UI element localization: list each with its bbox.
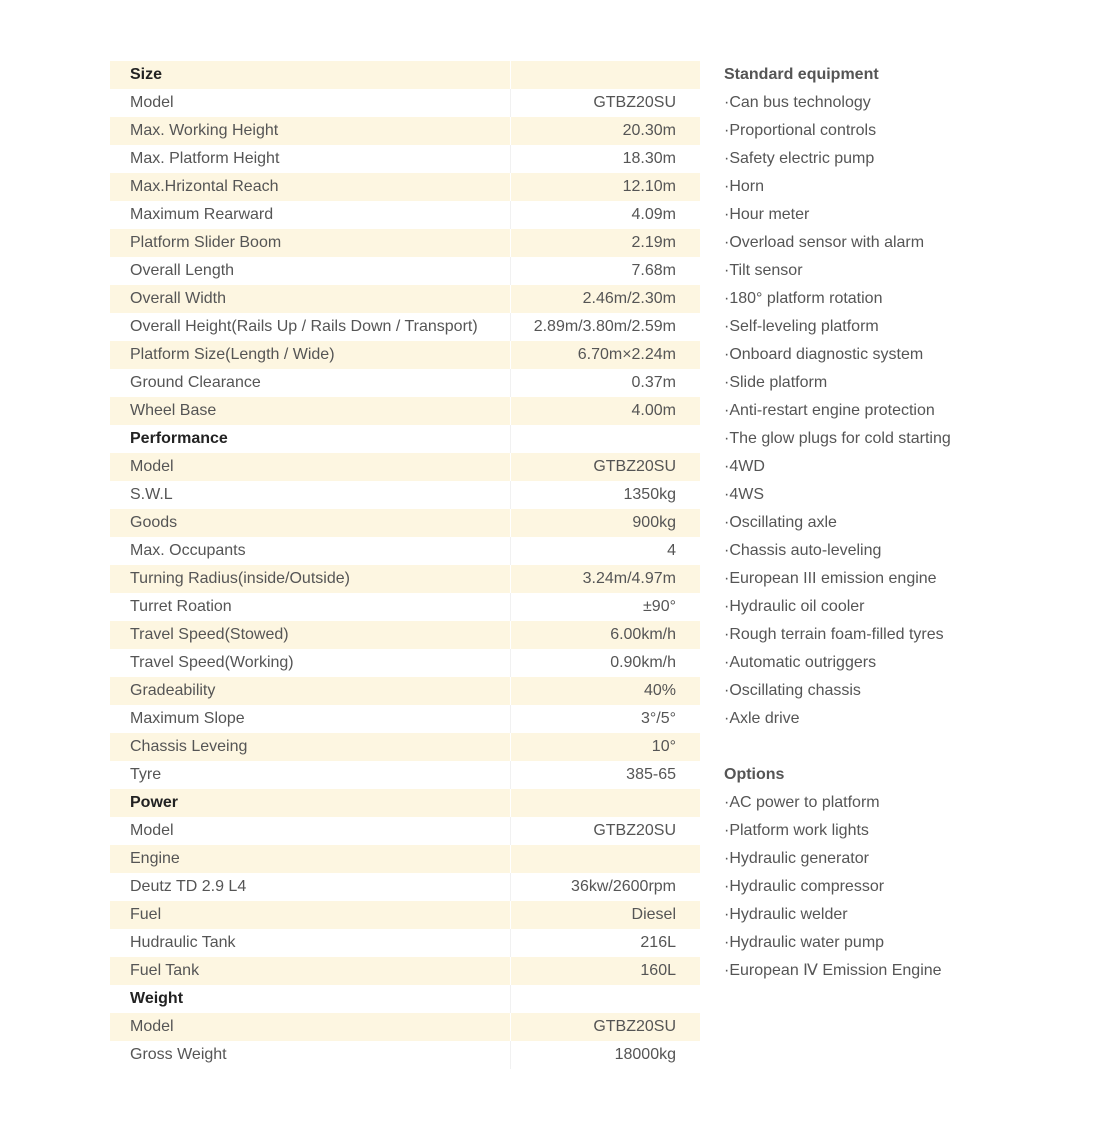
spec-row xyxy=(110,1041,700,1069)
spec-value: 6.00km/h xyxy=(511,621,701,649)
spec-value: 4.09m xyxy=(511,201,701,229)
spec-label: Model xyxy=(130,822,174,839)
spec-row xyxy=(110,677,700,705)
spec-label: Maximum Slope xyxy=(130,710,245,727)
section-title: Size xyxy=(110,61,511,89)
spec-value: 36kw/2600rpm xyxy=(511,873,701,901)
spec-row xyxy=(110,397,700,425)
spec-value: 216L xyxy=(511,929,701,957)
standard-equipment-item: ·Overload sensor with alarm xyxy=(724,234,925,251)
spec-label: Platform Size(Length / Wide) xyxy=(110,341,511,369)
spec-value: GTBZ20SU xyxy=(511,817,701,845)
spec-label: Travel Speed(Working) xyxy=(130,654,294,671)
spec-value: Diesel xyxy=(511,901,701,929)
standard-equipment-heading: Standard equipment xyxy=(724,66,879,83)
spec-row xyxy=(110,761,700,789)
spec-label: Goods xyxy=(110,509,511,537)
spec-label: Max.Hrizontal Reach xyxy=(110,173,511,201)
option-item: ·AC power to platform xyxy=(724,794,880,811)
option-item: ·Hydraulic compressor xyxy=(724,878,885,895)
spec-value: 3.24m/4.97m xyxy=(511,565,701,593)
standard-equipment-item: ·Chassis auto-leveling xyxy=(724,542,882,559)
spec-value xyxy=(511,61,701,89)
section-header-row xyxy=(110,425,700,453)
spec-value: 3°/5° xyxy=(511,705,701,733)
standard-equipment-item: ·Onboard diagnostic system xyxy=(724,346,924,363)
spec-value: 2.19m xyxy=(511,229,701,257)
spec-value: 160L xyxy=(511,957,701,985)
spec-label: Maximum Rearward xyxy=(130,206,274,223)
standard-equipment-item: ·4WS xyxy=(724,486,764,503)
spec-value: 2.46m/2.30m xyxy=(511,285,701,313)
spec-label: Gradeability xyxy=(110,677,511,705)
spec-label: Turning Radius(inside/Outside) xyxy=(110,565,511,593)
standard-equipment-item: ·Anti-restart engine protection xyxy=(724,402,935,419)
spec-row xyxy=(110,649,700,677)
spec-value xyxy=(511,425,701,453)
spec-row xyxy=(110,89,700,117)
option-item: ·Platform work lights xyxy=(724,822,869,839)
spec-label: Deutz TD 2.9 L4 xyxy=(130,878,247,895)
spec-label: Max. Occupants xyxy=(130,542,246,559)
spec-value: 0.37m xyxy=(511,369,701,397)
spec-label: Max. Working Height xyxy=(110,117,511,145)
standard-equipment-item: ·Hydraulic oil cooler xyxy=(724,598,865,615)
spec-value xyxy=(511,789,701,817)
spec-row xyxy=(110,453,700,481)
spec-value: 4.00m xyxy=(511,397,701,425)
spec-row xyxy=(110,1013,700,1041)
spec-value: 10° xyxy=(511,733,701,761)
option-item: ·Hydraulic water pump xyxy=(724,934,885,951)
standard-equipment-item: ·Horn xyxy=(724,178,765,195)
spec-label: Overall Width xyxy=(110,285,511,313)
standard-equipment-item: ·Tilt sensor xyxy=(724,262,803,279)
spec-value xyxy=(511,985,701,1013)
spec-row xyxy=(110,537,700,565)
spec-label: Overall Height(Rails Up / Rails Down / Transport) xyxy=(130,318,478,335)
standard-equipment-item: ·Rough terrain foam-filled tyres xyxy=(724,626,944,643)
standard-equipment-item: ·Oscillating axle xyxy=(724,514,837,531)
spec-value: 20.30m xyxy=(511,117,701,145)
spec-label: Hudraulic Tank xyxy=(130,934,236,951)
spec-label: Ground Clearance xyxy=(130,374,261,391)
spec-value xyxy=(511,845,701,873)
spec-label: Model xyxy=(110,453,511,481)
spec-label: Model xyxy=(110,1013,511,1041)
section-title: Power xyxy=(110,789,511,817)
standard-equipment-item: ·Axle drive xyxy=(724,710,800,727)
spec-row xyxy=(110,313,700,341)
spec-label: Wheel Base xyxy=(110,397,511,425)
spec-label: Chassis Leveing xyxy=(110,733,511,761)
spec-row xyxy=(110,369,700,397)
standard-equipment-item: ·180° platform rotation xyxy=(724,290,883,307)
spec-row xyxy=(110,117,700,145)
spec-row xyxy=(110,845,700,873)
spec-label: Engine xyxy=(110,845,511,873)
options-heading: Options xyxy=(724,766,785,783)
options-section xyxy=(724,761,1104,985)
standard-equipment-section xyxy=(724,61,1104,733)
spec-value: 385-65 xyxy=(511,761,701,789)
spec-row xyxy=(110,873,700,901)
option-item: ·European Ⅳ Emission Engine xyxy=(724,962,942,979)
standard-equipment-item: ·Proportional controls xyxy=(724,122,877,139)
spec-row xyxy=(110,593,700,621)
section-title: Performance xyxy=(130,430,228,447)
spec-table xyxy=(110,61,700,1069)
options-list xyxy=(724,789,1104,985)
spec-label: Overall Length xyxy=(130,262,235,279)
spec-value: 0.90km/h xyxy=(511,649,701,677)
standard-equipment-item: ·Hour meter xyxy=(724,206,810,223)
spec-row xyxy=(110,565,700,593)
spec-label: Turret Roation xyxy=(130,598,232,615)
spec-label: Tyre xyxy=(130,766,162,783)
standard-equipment-item: ·Safety electric pump xyxy=(724,150,875,167)
spec-value: 12.10m xyxy=(511,173,701,201)
section-header-row xyxy=(110,789,700,817)
standard-equipment-item: ·Automatic outriggers xyxy=(724,654,877,671)
spec-row xyxy=(110,509,700,537)
spec-row xyxy=(110,705,700,733)
spec-label: Model xyxy=(130,94,174,111)
spec-label: Fuel Tank xyxy=(110,957,511,985)
spec-value: ±90° xyxy=(511,593,701,621)
spec-row xyxy=(110,901,700,929)
spec-row xyxy=(110,285,700,313)
spec-value: 7.68m xyxy=(511,257,701,285)
spec-row xyxy=(110,229,700,257)
spec-label: Gross Weight xyxy=(130,1046,227,1063)
spec-row xyxy=(110,621,700,649)
standard-equipment-item: ·Self-leveling platform xyxy=(724,318,879,335)
spec-row xyxy=(110,957,700,985)
spec-label: Fuel xyxy=(110,901,511,929)
standard-equipment-item: ·Can bus technology xyxy=(724,94,871,111)
section-title: Weight xyxy=(130,990,184,1007)
spec-value: 6.70m×2.24m xyxy=(511,341,701,369)
spec-value: 2.89m/3.80m/2.59m xyxy=(511,313,701,341)
option-item: ·Hydraulic generator xyxy=(724,850,869,867)
section-header-row xyxy=(110,61,700,89)
spec-value: GTBZ20SU xyxy=(511,453,701,481)
standard-equipment-item: ·4WD xyxy=(724,458,765,475)
standard-equipment-item: ·The glow plugs for cold starting xyxy=(724,430,951,447)
section-header-row xyxy=(110,985,700,1013)
spec-value: 1350kg xyxy=(511,481,701,509)
spec-row xyxy=(110,481,700,509)
spec-value: GTBZ20SU xyxy=(511,89,701,117)
spec-value: GTBZ20SU xyxy=(511,1013,701,1041)
spec-value: 900kg xyxy=(511,509,701,537)
spec-row xyxy=(110,817,700,845)
spec-value: 40% xyxy=(511,677,701,705)
spec-row xyxy=(110,201,700,229)
spec-label: Platform Slider Boom xyxy=(110,229,511,257)
standard-equipment-list xyxy=(724,89,1104,733)
spec-value: 18000kg xyxy=(511,1041,701,1069)
spec-value: 18.30m xyxy=(511,145,701,173)
standard-equipment-item: ·Oscillating chassis xyxy=(724,682,861,699)
spec-row xyxy=(110,173,700,201)
spec-row xyxy=(110,341,700,369)
spec-row xyxy=(110,257,700,285)
standard-equipment-item: ·Slide platform xyxy=(724,374,828,391)
spec-table-body xyxy=(110,61,700,1069)
spec-row xyxy=(110,145,700,173)
spec-row xyxy=(110,929,700,957)
spec-label: Max. Platform Height xyxy=(130,150,280,167)
option-item: ·Hydraulic welder xyxy=(724,906,848,923)
spec-label: Travel Speed(Stowed) xyxy=(110,621,511,649)
spec-label: S.W.L xyxy=(130,486,173,503)
standard-equipment-item: ·European III emission engine xyxy=(724,570,937,587)
spec-row xyxy=(110,733,700,761)
spec-value: 4 xyxy=(511,537,701,565)
